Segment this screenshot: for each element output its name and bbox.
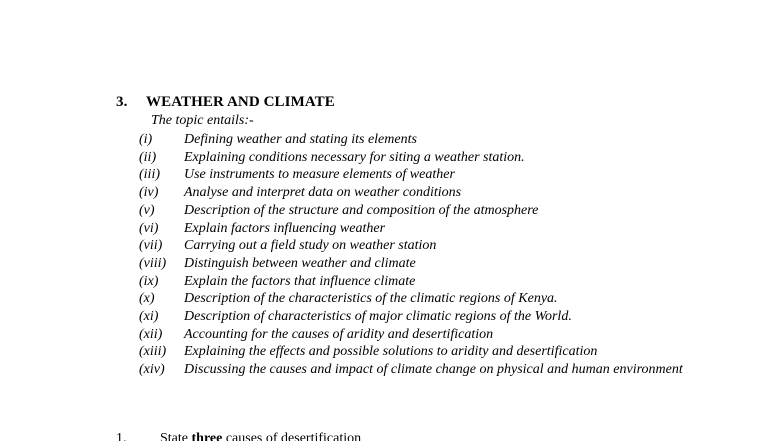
list-item-numeral: (xiii) xyxy=(139,344,167,360)
list-item-numeral: (xiv) xyxy=(139,362,165,378)
list-item xyxy=(139,290,699,308)
list-item-text: Discussing the causes and impact of climate change on physical and human environment xyxy=(184,362,683,378)
list-item xyxy=(139,273,699,291)
list-item-numeral: (ii) xyxy=(139,149,157,165)
list-item-text: Carrying out a field study on weather station xyxy=(184,238,437,254)
topic-intro: The topic entails:- xyxy=(151,113,254,128)
list-item-numeral: (xi) xyxy=(139,309,159,325)
list-item xyxy=(139,166,699,184)
list-item xyxy=(139,255,699,273)
list-item-text: Defining weather and stating its elements xyxy=(184,132,417,147)
list-item-numeral: (v) xyxy=(139,202,155,218)
list-item xyxy=(139,131,699,149)
list-item-text: Use instruments to measure elements of weather xyxy=(184,167,455,183)
list-item xyxy=(139,202,699,220)
list-item-text: Explain the factors that influence climate xyxy=(184,273,416,289)
list-item-numeral: (viii) xyxy=(139,255,167,271)
list-item-text: Distinguish between weather and climate xyxy=(184,255,416,271)
list-item-text: Description of the structure and composition of the atmosphere xyxy=(184,202,539,218)
list-item-text: Explaining the effects and possible solutions to aridity and desertification xyxy=(184,344,598,360)
question-number: 1. xyxy=(116,431,127,441)
question-emphasis: three xyxy=(191,431,223,441)
list-item-numeral: (vi) xyxy=(139,220,159,236)
list-item xyxy=(139,237,699,255)
question-text-before: State xyxy=(160,431,192,441)
list-item-numeral: (i) xyxy=(139,132,153,147)
question-text-after: causes of desertification xyxy=(222,431,362,441)
topic-list xyxy=(139,131,699,379)
list-item xyxy=(139,220,699,238)
list-item-text: Explain factors influencing weather xyxy=(184,220,386,236)
list-item-numeral: (iii) xyxy=(139,167,160,183)
list-item-text: Analyse and interpret data on weather conditions xyxy=(184,185,462,201)
question-line xyxy=(116,431,361,441)
list-item-numeral: (iv) xyxy=(139,185,159,201)
list-item xyxy=(139,308,699,326)
list-item-numeral: (vii) xyxy=(139,238,163,254)
list-item xyxy=(139,326,699,344)
list-item xyxy=(139,343,699,361)
list-item-numeral: (x) xyxy=(139,291,155,307)
list-item xyxy=(139,184,699,202)
list-item xyxy=(139,149,699,167)
section-number: 3. xyxy=(116,94,128,110)
section-heading xyxy=(116,94,335,111)
list-item-numeral: (ix) xyxy=(139,273,159,289)
list-item-numeral: (xii) xyxy=(139,326,163,342)
list-item-text: Description of characteristics of major climatic regions of the World. xyxy=(184,309,572,325)
list-item-text: Description of the characteristics of the climatic regions of Kenya. xyxy=(184,291,558,307)
section-title: WEATHER AND CLIMATE xyxy=(146,94,335,110)
list-item xyxy=(139,361,699,379)
list-item-text: Explaining conditions necessary for siting a weather station. xyxy=(184,149,525,165)
list-item-text: Accounting for the causes of aridity and desertification xyxy=(184,326,494,342)
